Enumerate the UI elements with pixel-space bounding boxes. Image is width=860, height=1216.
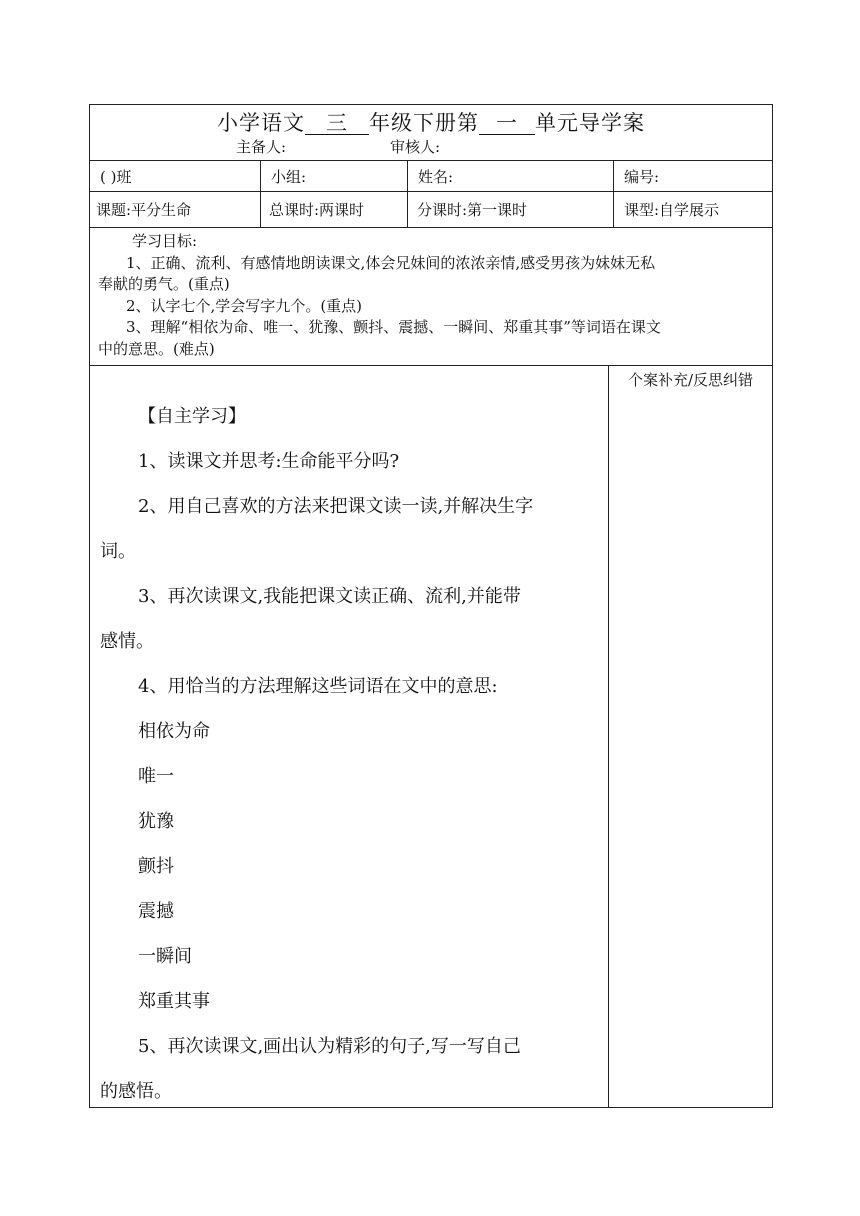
class-field[interactable]: ( )班: [100, 167, 132, 186]
title-row: [90, 105, 772, 161]
title-mid: 年级下册第: [369, 111, 479, 135]
worksheet-table: [89, 104, 773, 1108]
vocab-word: 相依为命: [138, 721, 210, 742]
question-5-line-1: 5、再次读课文,画出认为精彩的句子,写一写自己: [138, 1036, 521, 1057]
question-4: 4、用恰当的方法理解这些词语在文中的意思:: [138, 676, 498, 697]
grade-field[interactable]: 三: [305, 112, 369, 135]
self-study-heading: 【自主学习】: [138, 406, 246, 427]
reflection-header: 个案补充/反思纠错: [627, 371, 754, 389]
question-3-line-1: 3、再次读课文,我能把课文读正确、流利,并能带: [138, 586, 521, 607]
goals-heading: 学习目标:: [132, 232, 198, 250]
info-row-2: [90, 192, 772, 228]
info-row-1: [90, 161, 772, 192]
question-2-line-1: 2、用自己喜欢的方法来把课文读一读,并解决生字: [138, 496, 534, 517]
lesson-type-cell: 课型:自学展示: [613, 192, 772, 227]
goal-3-line-2: 中的意思。(难点): [98, 339, 215, 358]
question-5-line-2: 的感悟。: [100, 1081, 172, 1102]
name-field[interactable]: 姓名:: [407, 161, 613, 191]
total-hours-cell: 总课时:两课时: [260, 192, 407, 227]
unit-field[interactable]: 一: [479, 112, 535, 135]
question-3-line-2: 感情。: [100, 631, 154, 652]
goal-3-line-1: 3、理解“相依为命、唯一、犹豫、颤抖、震撼、一瞬间、郑重其事”等词语在课文: [126, 318, 661, 336]
number-field[interactable]: 编号:: [613, 161, 772, 191]
self-study-section: [90, 366, 609, 1107]
goal-2: 2、认字七个,学会写字九个。(重点): [126, 296, 363, 315]
section-hours-cell: 分课时:第一课时: [407, 192, 613, 227]
topic-cell: 课题:平分生命: [96, 201, 192, 219]
reviewer-label: 审核人:: [390, 138, 441, 156]
vocab-word: 一瞬间: [138, 946, 192, 967]
preparer-label: 主备人:: [236, 138, 287, 156]
question-1: 1、读课文并思考:生命能平分吗?: [138, 451, 400, 472]
goal-1-line-2: 奉献的勇气。(重点): [98, 275, 230, 293]
vocab-word: 犹豫: [138, 811, 174, 832]
question-2-line-2: 词。: [100, 541, 136, 562]
vocab-word: 唯一: [138, 766, 174, 787]
learning-goals: [90, 228, 772, 366]
vocab-word: 震撼: [138, 901, 174, 922]
vocab-word: 郑重其事: [138, 991, 210, 1012]
page-title: [90, 107, 772, 137]
group-field[interactable]: 小组:: [260, 161, 407, 191]
reflection-column: [609, 366, 772, 1107]
goal-1-line-1: 1、正确、流利、有感情地朗读课文,体会兄妹间的浓浓亲情,感受男孩为妹妹无私: [126, 253, 656, 272]
title-prefix: 小学语文: [217, 111, 305, 135]
vocab-word: 颤抖: [138, 856, 174, 877]
title-suffix: 单元导学案: [535, 111, 645, 135]
